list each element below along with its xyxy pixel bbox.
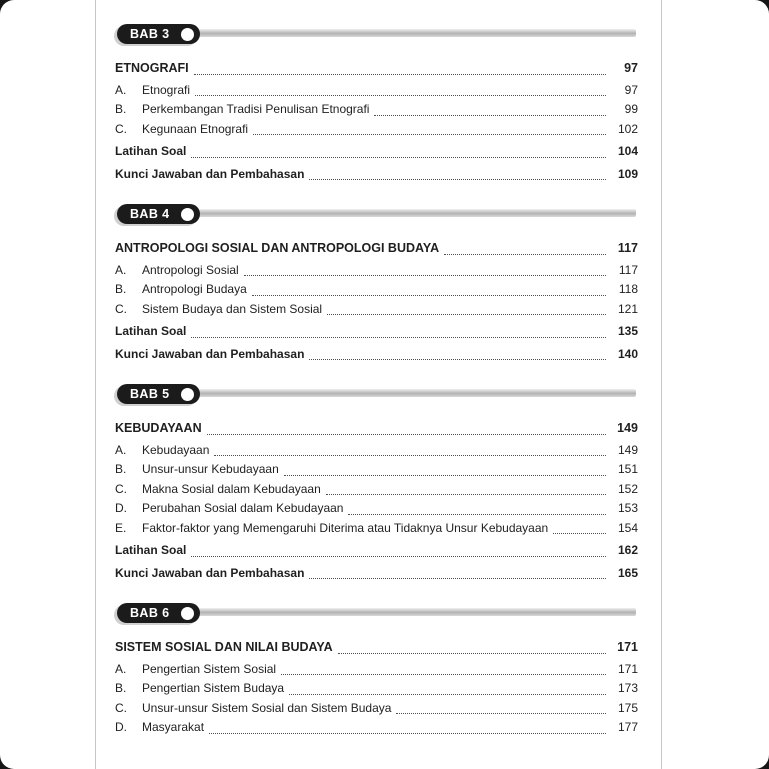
toc-row-page: 97 — [624, 82, 638, 97]
page-right-edge-line — [661, 0, 662, 769]
toc-row-label: Antropologi Sosial — [142, 262, 239, 277]
toc-row-page: 171 — [617, 661, 638, 676]
toc-row — [115, 322, 638, 342]
toc-row — [115, 300, 638, 320]
chapter-badge — [117, 384, 200, 404]
dot-leader — [327, 314, 606, 315]
toc-row — [115, 81, 638, 101]
badge-circle-icon — [181, 607, 194, 620]
toc-row-label: Antropologi Budaya — [142, 282, 247, 296]
toc-row-page: 121 — [617, 301, 638, 316]
toc-row-letter: B. — [115, 282, 127, 296]
toc-row-label: Latihan Soal — [115, 144, 187, 158]
dot-leader — [191, 556, 606, 557]
badge-circle-icon — [181, 388, 194, 401]
toc-row-letter: C. — [115, 481, 127, 496]
toc-section — [115, 384, 638, 583]
badge-ribbon — [149, 608, 636, 616]
dot-leader — [244, 275, 606, 276]
toc-row-page: 154 — [617, 520, 638, 535]
toc-row-label: Etnografi — [142, 82, 191, 97]
toc-row-label: Makna Sosial dalam Kebudayaan — [142, 481, 321, 496]
toc-row-label: Pengertian Sistem Budaya — [142, 681, 285, 695]
toc-row-letter: B. — [115, 681, 127, 695]
dot-leader — [281, 674, 606, 675]
toc-row-label: Latihan Soal — [115, 324, 187, 338]
dot-leader — [374, 115, 606, 116]
toc-row-letter: C. — [115, 121, 127, 136]
toc-row-label: KEBUDAYAAN — [115, 421, 202, 435]
toc-row-page: 109 — [617, 166, 638, 181]
toc-row-page: 173 — [617, 681, 638, 695]
toc-row-page: 104 — [617, 144, 638, 158]
toc-row — [115, 239, 638, 259]
toc-row-page: 117 — [618, 262, 638, 277]
toc-row-letter: A. — [115, 82, 127, 97]
badge-ribbon — [149, 29, 636, 37]
dot-leader — [191, 337, 606, 338]
toc-row-label: Perubahan Sosial dalam Kebudayaan — [142, 501, 344, 515]
toc-row-label: Perkembangan Tradisi Penulisan Etnografi — [142, 102, 370, 116]
toc-section — [115, 204, 638, 364]
toc-row-page: 118 — [618, 282, 638, 296]
toc-row — [115, 638, 638, 658]
toc-row-letter: A. — [115, 661, 127, 676]
toc-row-label: Faktor-faktor yang Memengaruhi Diterima atau Tidaknya Unsur Kebudayaan — [142, 520, 549, 535]
toc-row-page: 165 — [617, 565, 638, 580]
toc-row — [115, 499, 638, 519]
toc-row — [115, 100, 638, 120]
toc-row-page: 153 — [617, 501, 638, 515]
toc-row — [115, 261, 638, 281]
toc-row — [115, 165, 638, 185]
toc-row — [115, 59, 638, 79]
toc-row-label: Unsur-unsur Kebudayaan — [142, 462, 279, 476]
toc-row — [115, 460, 638, 480]
toc-row — [115, 718, 638, 738]
toc-row — [115, 345, 638, 365]
toc — [115, 24, 638, 758]
chapter-badge — [117, 24, 200, 44]
toc-row-label: Kunci Jawaban dan Pembahasan — [115, 166, 305, 181]
dot-leader — [326, 494, 606, 495]
dot-leader — [396, 713, 606, 714]
dot-leader — [209, 733, 606, 734]
chapter-badge-row — [115, 24, 638, 44]
toc-row-letter: D. — [115, 501, 127, 515]
dot-leader — [309, 359, 606, 360]
toc-row-letter: A. — [115, 442, 127, 457]
page-left-edge-line — [95, 0, 96, 769]
toc-row — [115, 519, 638, 539]
toc-row-page: 149 — [617, 442, 638, 457]
toc-row-letter: C. — [115, 301, 127, 316]
chapter-badge-label: BAB 6 — [130, 606, 170, 620]
toc-row-page: 177 — [617, 720, 638, 734]
dot-leader — [207, 434, 606, 435]
toc-row-letter: A. — [115, 262, 127, 277]
dot-leader — [253, 134, 606, 135]
dot-leader — [195, 95, 606, 96]
toc-row — [115, 679, 638, 699]
toc-row — [115, 564, 638, 584]
toc-row-page: 99 — [624, 102, 638, 116]
toc-row-label: Unsur-unsur Sistem Sosial dan Sistem Budaya — [142, 700, 392, 715]
toc-row-letter: B. — [115, 462, 127, 476]
toc-row — [115, 419, 638, 439]
badge-circle-icon — [181, 28, 194, 41]
chapter-badge-row — [115, 204, 638, 224]
toc-row-page: 149 — [617, 421, 638, 435]
toc-row — [115, 120, 638, 140]
toc-row-label: Kegunaan Etnografi — [142, 121, 249, 136]
toc-row-page: 171 — [617, 640, 638, 654]
dot-leader — [444, 254, 606, 255]
toc-row-label: ANTROPOLOGI SOSIAL DAN ANTROPOLOGI BUDAYA — [115, 241, 440, 255]
toc-row — [115, 142, 638, 162]
toc-row-page: 175 — [617, 700, 638, 715]
dot-leader — [252, 295, 606, 296]
toc-row-page: 152 — [617, 481, 638, 496]
toc-row-label: Kebudayaan — [142, 442, 210, 457]
toc-section — [115, 24, 638, 184]
toc-row-label: SISTEM SOSIAL DAN NILAI BUDAYA — [115, 640, 333, 654]
toc-row-page: 102 — [617, 121, 638, 136]
toc-row-letter: E. — [115, 520, 127, 535]
toc-row — [115, 541, 638, 561]
dot-leader — [309, 179, 606, 180]
chapter-badge-row — [115, 603, 638, 623]
badge-circle-icon — [181, 208, 194, 221]
toc-row-page: 117 — [617, 241, 638, 255]
toc-row-page: 140 — [617, 346, 638, 361]
toc-row-page: 97 — [624, 61, 638, 75]
toc-row — [115, 441, 638, 461]
toc-row-letter: B. — [115, 102, 127, 116]
toc-row-label: Sistem Budaya dan Sistem Sosial — [142, 301, 323, 316]
toc-row-label: Pengertian Sistem Sosial — [142, 661, 277, 676]
chapter-badge-label: BAB 4 — [130, 207, 170, 221]
chapter-badge-label: BAB 3 — [130, 27, 170, 41]
badge-ribbon — [149, 389, 636, 397]
toc-row-page: 151 — [617, 462, 638, 476]
dot-leader — [348, 514, 606, 515]
dot-leader — [289, 694, 606, 695]
toc-row — [115, 480, 638, 500]
toc-row-label: ETNOGRAFI — [115, 61, 189, 75]
chapter-badge-label: BAB 5 — [130, 387, 170, 401]
toc-row-page: 135 — [617, 324, 638, 338]
toc-row-label: Kunci Jawaban dan Pembahasan — [115, 565, 305, 580]
chapter-badge — [117, 204, 200, 224]
dot-leader — [194, 74, 606, 75]
dot-leader — [338, 653, 606, 654]
toc-row-label: Masyarakat — [142, 720, 205, 734]
toc-row — [115, 280, 638, 300]
toc-row-label: Latihan Soal — [115, 543, 187, 557]
toc-section — [115, 603, 638, 738]
toc-row-letter: C. — [115, 700, 127, 715]
toc-row — [115, 660, 638, 680]
chapter-badge-row — [115, 384, 638, 404]
toc-row-letter: D. — [115, 720, 127, 734]
dot-leader — [214, 455, 606, 456]
dot-leader — [284, 475, 606, 476]
toc-row-label: Kunci Jawaban dan Pembahasan — [115, 346, 305, 361]
dot-leader — [191, 157, 606, 158]
badge-ribbon — [149, 209, 636, 217]
dot-leader — [309, 578, 606, 579]
dot-leader — [553, 533, 606, 534]
toc-row-page: 162 — [617, 543, 638, 557]
chapter-badge — [117, 603, 200, 623]
toc-row — [115, 699, 638, 719]
